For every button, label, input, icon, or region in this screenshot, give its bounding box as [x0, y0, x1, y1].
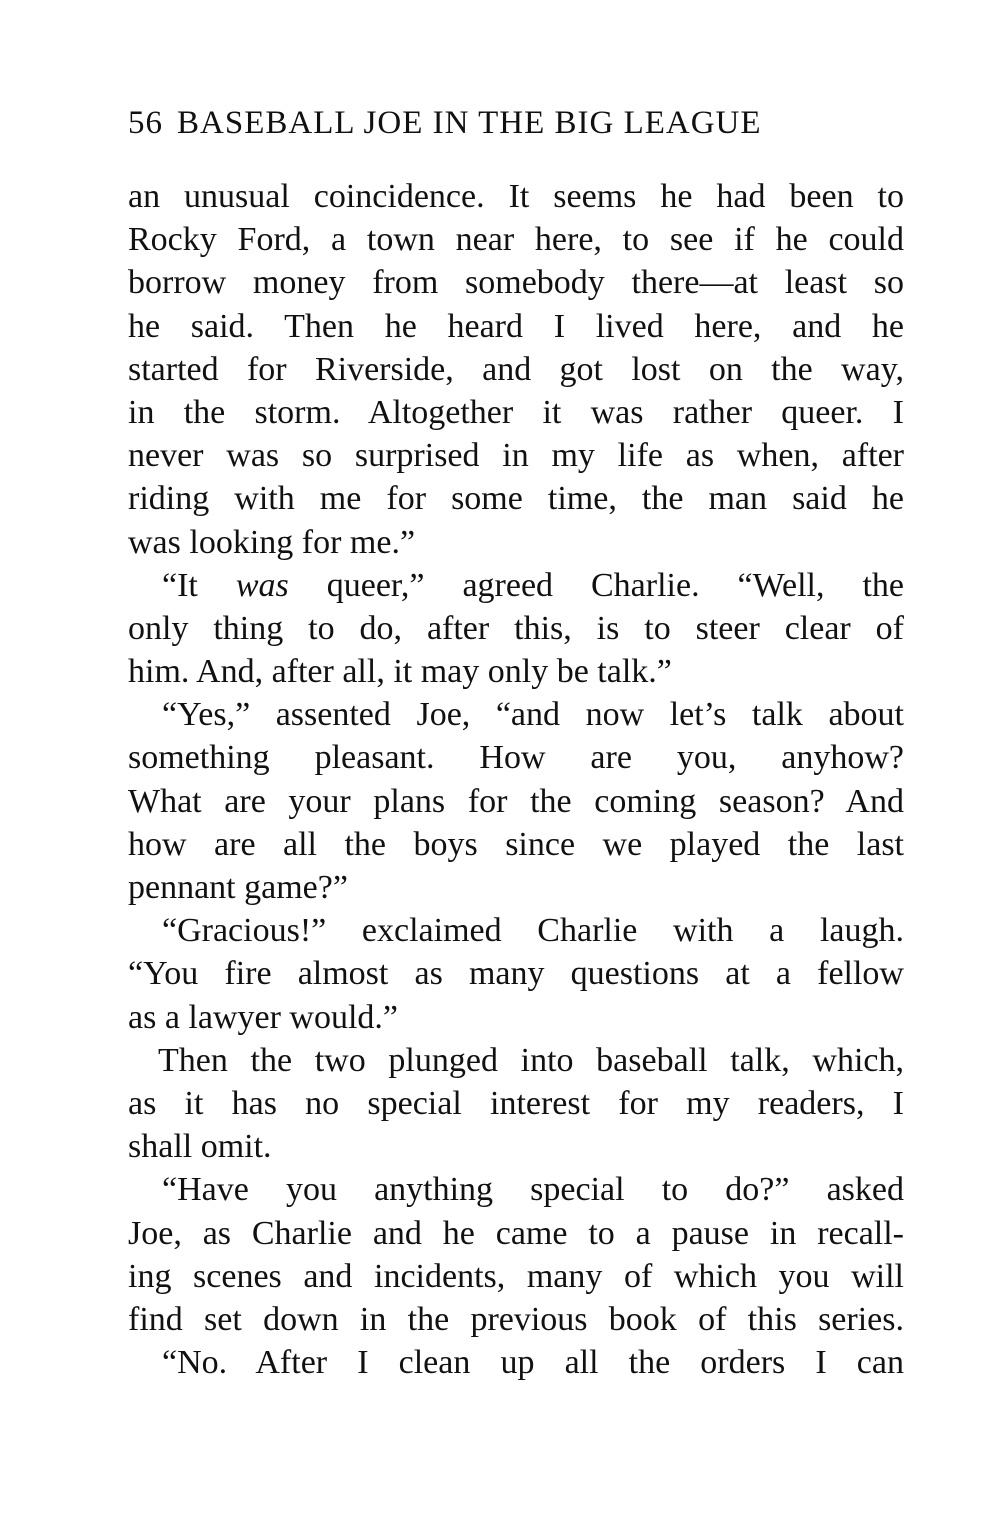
text-line: in the storm. Altogether it was rather queer. I — [128, 393, 904, 431]
text-line: ing scenes and incidents, many of which you will — [128, 1257, 904, 1295]
running-head — [128, 105, 908, 149]
text-line — [128, 564, 904, 607]
text-line: him. And, after all, it may only be talk.” — [128, 653, 672, 691]
text-line: as a lawyer would.” — [128, 998, 399, 1036]
text-line: started for Riverside, and got lost on the way, — [128, 350, 904, 388]
running-title: BASEBALL JOE IN THE BIG LEAGUE — [177, 105, 762, 141]
italic-text: was — [235, 566, 289, 604]
text-line: how are all the boys since we played the last — [128, 825, 904, 863]
text-line: pennant game?” — [128, 869, 348, 906]
text-segment: queer,” agreed Charlie. “Well, the — [288, 566, 904, 604]
text-line: Then the two plunged into baseball talk, which, — [158, 1041, 904, 1079]
text-line: Joe, as Charlie and he came to a pause in recall- — [128, 1214, 904, 1252]
text-line: he said. Then he heard I lived here, and he — [128, 307, 904, 345]
text-line: shall omit. — [128, 1128, 272, 1166]
text-line: never was so surprised in my life as when, after — [128, 437, 904, 475]
text-line: an unusual coincidence. It seems he had been to — [128, 178, 904, 215]
text-line: only thing to do, after this, is to steer clear of — [128, 609, 904, 647]
body-text — [128, 175, 904, 1384]
text-line: “You fire almost as many questions at a fellow — [128, 955, 904, 993]
text-line: was looking for me.” — [128, 523, 416, 561]
text-line: What are your plans for the coming season? And — [128, 782, 904, 820]
text-line: “Have you anything special to do?” asked — [162, 1171, 904, 1209]
page-number: 56 — [128, 105, 163, 141]
text-line: “Yes,” assented Joe, “and now let’s talk about — [162, 696, 904, 734]
text-line: borrow money from somebody there—at least so — [128, 264, 904, 302]
text-line: something pleasant. How are you, anyhow? — [128, 739, 904, 777]
text-line: find set down in the previous book of this series. — [128, 1300, 904, 1338]
text-line: as it has no special interest for my readers, I — [128, 1084, 904, 1122]
text-line: riding with me for some time, the man said he — [128, 480, 904, 518]
text-line: Rocky Ford, a town near here, to see if he could — [128, 221, 904, 259]
text-line: “No. After I clean up all the orders I can — [162, 1344, 904, 1382]
text-segment: “It — [162, 566, 236, 604]
text-line: “Gracious!” exclaimed Charlie with a laugh. — [162, 912, 904, 950]
